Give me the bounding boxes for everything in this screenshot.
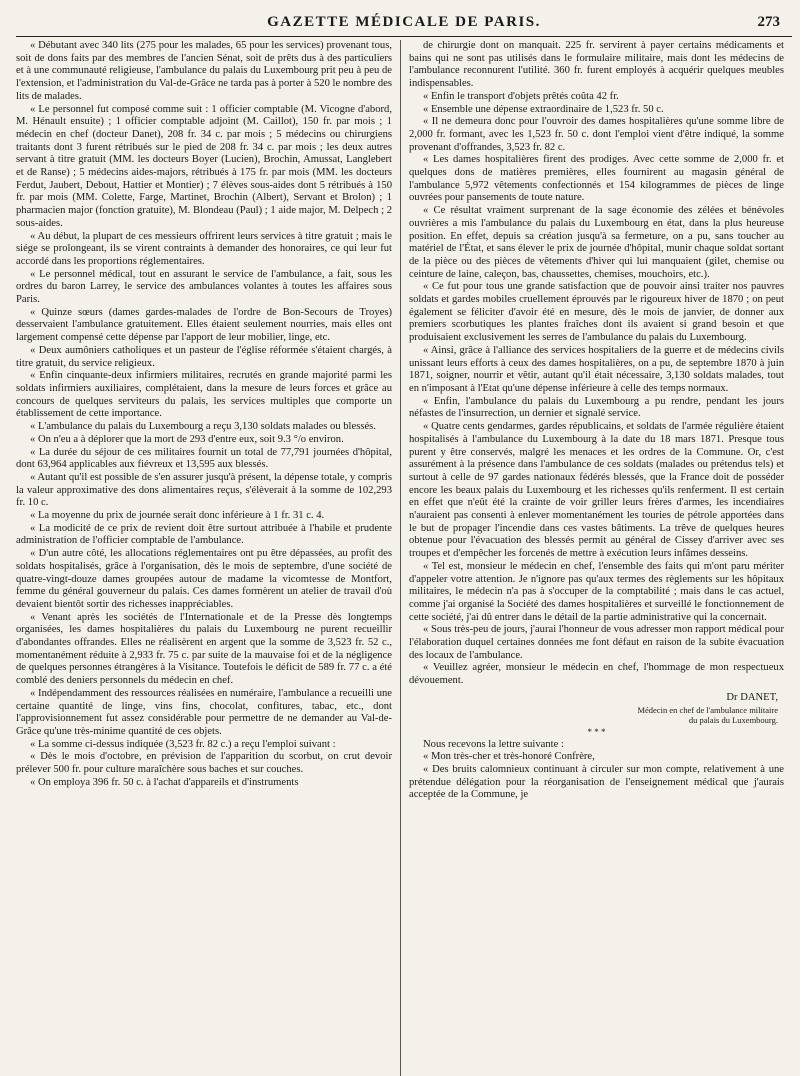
journal-title: GAZETTE MÉDICALE DE PARIS. bbox=[267, 14, 541, 30]
signature-title-1: Médecin en chef de l'ambulance militaire bbox=[637, 704, 778, 715]
paragraph: « Dès le mois d'octobre, en prévision de l'apparition du scorbut, on crut devoir prélever 500 fr. pour culture maraîchère sous baches et sur couches. bbox=[16, 751, 392, 776]
paragraph: « Quatre cents gendarmes, gardes républicains, et soldats de l'armée régulière étaient hospitalisés à l'ambulance du Luxembourg à la date du 18 mars 1871. Presque tous purent y être conservés, malgré les menaces et les ordres de la Commune. Or, c'est assurément à la présence dans l'ambulance de ces soldats (malades ou prétendus tels) et surtout à celle de 97 gardes nationaux fédérés blessés, que la France doit de posséder encore les beaux palais du Luxembourg et les richesses qu'ils renferment. Il est certain en effet que n'eût été la crainte de voir griller leurs frères d'armes, les incendiaires n'auraient pas consenti à enlever momentanément les touries de pétrole apportées dans le but de propager l'incendie dans ces vastes bâtiments. La trêve de quelques heures obtenue pour l'évacuation des blessés permit au général de Cissey d'arriver avec ses troupes et d'empêcher les forcenés de mettre à exécution leurs infâmes desseins. bbox=[409, 421, 784, 560]
paragraph: « Autant qu'il est possible de s'en assurer jusqu'à présent, la dépense totale, y compris la valeur approximative des dons alimentaires reçus, s'élèverait à la somme de 102,293 fr. 10 c. bbox=[16, 471, 392, 509]
paragraph: « Ce fut pour tous une grande satisfaction que de pouvoir ainsi traiter nos pauvres soldats et gardes mobiles cruellement éprouvés par le rigoureux hiver de 1870 ; on peut également se féliciter d'avoir été en mesure, dès le mois de janvier, de donner aux premiers scorbutiques les plantes fraîches dont ils avaient si grand besoin et que produisaient exclusivement les serres de l'ambulance du palais du Luxembourg. bbox=[409, 281, 784, 344]
paragraph: « Enfin cinquante-deux infirmiers militaires, recrutés en grande majorité parmi les soldats infirmiers auxiliaires, complétaient, dans la mesure de leurs forces et grâce au concours de quelques serviteurs du palais, les services multiples que comporte un établissement de cette importance. bbox=[16, 370, 392, 420]
paragraph: « Enfin, l'ambulance du palais du Luxembourg a pu rendre, pendant les jours néfastes de l'insurrection, un dernier et signalé service. bbox=[409, 395, 784, 420]
paragraph: « Sous très-peu de jours, j'aurai l'honneur de vous adresser mon rapport médical pour l'élaboration duquel certaines données me font défaut en raison de la subite évacuation des locaux de l'ambulance. bbox=[409, 624, 784, 661]
section-separator: * * * bbox=[587, 726, 606, 737]
paragraph: « Venant après les sociétés de l'Internationale et de la Presse dès longtemps organisées, les dames hospitalières du palais du Luxembourg ne purent recueillir d'abondantes offrandes. Elles ne réalisèrent en argent que la somme de 3,523 fr. 52 c., momentanément réduite à 2,933 fr. 75 c. par suite de la mauvaise foi et de la négligence de quelques personnes étrangères à la Visitance. Toutefois le déficit de 589 fr. 77 c. a été comblé des deniers personnels du médecin en chef. bbox=[16, 611, 392, 687]
left-column bbox=[16, 40, 400, 1076]
paragraph: « L'ambulance du palais du Luxembourg a reçu 3,130 soldats malades ou blessés. bbox=[30, 421, 376, 433]
paragraph: « Il ne demeura donc pour l'ouvroir des dames hospitalières qu'une somme libre de 2,000 fr. formant, avec les 1,523 fr. 50 c. dont l'emploi vient d'être indiqué, la somme provenant d'offrandes, 3,523 fr. 82 c. bbox=[409, 116, 784, 153]
paragraph: « D'un autre côté, les allocations réglementaires ont pu être dépassées, au profit des soldats hospitalisés, grâce à l'organisation, dès le mois de septembre, d'une société de quatre-vingt-douze dames groupées autour de madame la vicomtesse de Montfort, femme du général gouverneur du palais. Ces dames formèrent un atelier de travail d'où devaient bientôt sortir des richesses inappréciables. bbox=[16, 548, 392, 610]
paragraph: « Quinze sœurs (dames gardes-malades de l'ordre de Bon-Secours de Troyes) desservaient l'ambulance gratuitement. Elles étaient seulement nourries, mais elles ont largement compensé cette dépense par l'apport de leur mobilier, linge, etc. bbox=[16, 306, 392, 344]
paragraph: de chirurgie dont on manquait. 225 fr. servirent à payer certains médicaments et bains qui ne sont pas utilisés dans le formulaire militaire, mais dont les médecins de l'ambulance reconnurent l'utilité. 360 fr. furent employés à acquérir quelques meubles indispensables. bbox=[409, 40, 784, 90]
paragraph: « Veuillez agréer, monsieur le médecin en chef, l'hommage de mon respectueux dévouement. bbox=[409, 662, 784, 687]
paragraph: « Ainsi, grâce à l'alliance des services hospitaliers de la guerre et de médecins civils unissant leurs efforts à ceux des dames hospitalières, on a pu, de septembre 1870 à juin 1871, soigner, nourrir et vêtir, autant qu'il était nécessaire, 3,130 soldats malades, tout en n'imposant à l'Etat qu'une dépense inférieure à celle des temps normaux. bbox=[409, 344, 784, 394]
paragraph: « La somme ci-dessus indiquée (3,523 fr. 82 c.) a reçu l'emploi suivant : bbox=[30, 738, 336, 750]
right-column bbox=[400, 40, 784, 1076]
paragraph: « Au début, la plupart de ces messieurs offrirent leurs services à titre gratuit ; mais le siége se prolongeant, ils se virent contraints à demander des honoraires, ce qui leur fut accordé dans les proportions réglementaires. bbox=[16, 230, 392, 267]
paragraph: « Tel est, monsieur le médecin en chef, l'ensemble des faits qui m'ont paru mériter d'appeler votre attention. Je n'ignore pas qu'aux termes des règlements sur les hôpitaux militaires, le médecin n'a pas à s'occuper de la comptabilité ; mais dans le cas actuel, comme j'ai organisé la Société des dames hospitalières et surveillé le fonctionnement de cette société, j'ai dû entrer dans le détail de la partie administrative qui la concernait. bbox=[409, 560, 784, 623]
paragraph: « Le personnel fut composé comme suit : 1 officier comptable (M. Vicogne d'abord, M. Hénault ensuite) ; 1 officier comptable adjoint (M. Caillot), 150 fr. par mois ; 1 médecin en chef (docteur Danet), 208 fr. 34 c. par mois ; 5 médecins ou chirurgiens traitants dont 3 furent rétribués sur le pied de 208 fr. 34 c. par mois ; les deux autres servant à titre gratuit (MM. les docteurs Boyer (Lucien), Brochin, Amussat, Langlebert et de Ranse) ; 5 médecins aides-majors, rétribués à 175 fr. par mois (MM. les docteurs Ferdut, Jaubert, Debout, Hattier et Montier) ; 7 élèves sous-aides dont 5 rétribués à 150 fr. par mois (MM. Colette, Farge, Martinet, Brochin (Albert), Servant et Brolon) ; 1 pharmacien major (fonction gratuite), M. Blondeau (Paul) ; 1 aide major, M. Delpech ; 2 sous-aides. bbox=[16, 103, 392, 229]
article-columns bbox=[16, 40, 792, 1076]
paragraph: « On employa 396 fr. 50 c. à l'achat d'appareils et d'instruments bbox=[30, 776, 299, 788]
paragraph: « Des bruits calomnieux continuant à circuler sur mon compte, relativement à une prétendue délégation pour la réorganisation de l'enseignement médical que j'aurais acceptée de la Commune, je bbox=[409, 763, 784, 801]
paragraph: « Les dames hospitalières firent des prodiges. Avec cette somme de 2,000 fr. et quelques dons de matières premières, elles fournirent au magasin général de l'ambulance 5,972 vêtements confectionnés et 154 kilogrammes de pièces de linge ouvrées pour pansements de toute nature. bbox=[409, 154, 784, 204]
paragraph: « La modicité de ce prix de revient doit être surtout attribuée à l'habile et prudente administration de l'officier comptable de l'ambulance. bbox=[16, 522, 392, 547]
paragraph: « Deux aumôniers catholiques et un pasteur de l'église réformée s'étaient chargés, à titre gratuit, du service religieux. bbox=[16, 344, 392, 369]
paragraph: « Mon très-cher et très-honoré Confrère, bbox=[423, 751, 595, 763]
paragraph: « On n'eu a à déplorer que la mort de 293 d'entre eux, soit 9.3 °/o environ. bbox=[30, 433, 344, 445]
paragraph: « Indépendamment des ressources réalisées en numéraire, l'ambulance a recueilli une certaine quantité de linge, vins fins, chocolat, confitures, tabac, etc., dont l'approvisionnement fut assez considérable pour permettre de ne demander au Val-de-Grâce qu'une très-minime quantité de ces objets. bbox=[16, 687, 392, 737]
page-header bbox=[16, 6, 792, 37]
right-paragraphs bbox=[409, 40, 784, 688]
paragraph: « La durée du séjour de ces militaires fournit un total de 77,791 journées d'hôpital, dont 63,964 applicables aux fiévreux et 13,595 aux blessés. bbox=[16, 446, 392, 471]
signature-name: Dr DANET, bbox=[726, 691, 778, 703]
closing-paragraphs bbox=[409, 739, 784, 803]
paragraph: « Le personnel médical, tout en assurant le service de l'ambulance, a fait, sous les ordres du baron Larrey, le service des ambulances volantes à toutes les affaires sous Paris. bbox=[16, 268, 392, 306]
page-number: 273 bbox=[757, 14, 780, 30]
paragraph: « Ce résultat vraiment surprenant de la sage économie des zélées et bénévoles ouvrières a mis l'ambulance du palais du Luxembourg en état, dans la plus heureuse position. En effet, depuis sa création jusqu'à sa fermeture, on a pu, sans toucher au matériel de l'État, et sans élever le prix de journée d'hôpital, munir chaque soldat sortant de la pièce ou des pièces de vêtements d'hiver qui lui manquaient (gilet, chemise ou ceinture de laine, caleçon, bas, chaussettes, chemises, mouchoirs, etc.). bbox=[409, 205, 784, 280]
paragraph: « Débutant avec 340 lits (275 pour les malades, 65 pour les services) provenant tous, soit de dons faits par des membres de l'ancien Sénat, soit de prêts dus à des particuliers et à une communauté religieuse, l'ambulance du palais du Luxembourg prit peu à peu de l'extension, et l'administration du Val-de-Grâce ne tarda pas à porter à 520 le nombre des lits de malades. bbox=[16, 40, 392, 102]
paragraph: « La moyenne du prix de journée serait donc inférieure à 1 fr. 31 c. 4. bbox=[30, 510, 325, 522]
paragraph: « Ensemble une dépense extraordinaire de 1,523 fr. 50 c. bbox=[423, 103, 664, 115]
paragraph: Nous recevons la lettre suivante : bbox=[423, 738, 564, 750]
paragraph: « Enfin le transport d'objets prêtés coûta 42 fr. bbox=[423, 90, 619, 102]
signature-title-2: du palais du Luxembourg. bbox=[688, 714, 778, 725]
